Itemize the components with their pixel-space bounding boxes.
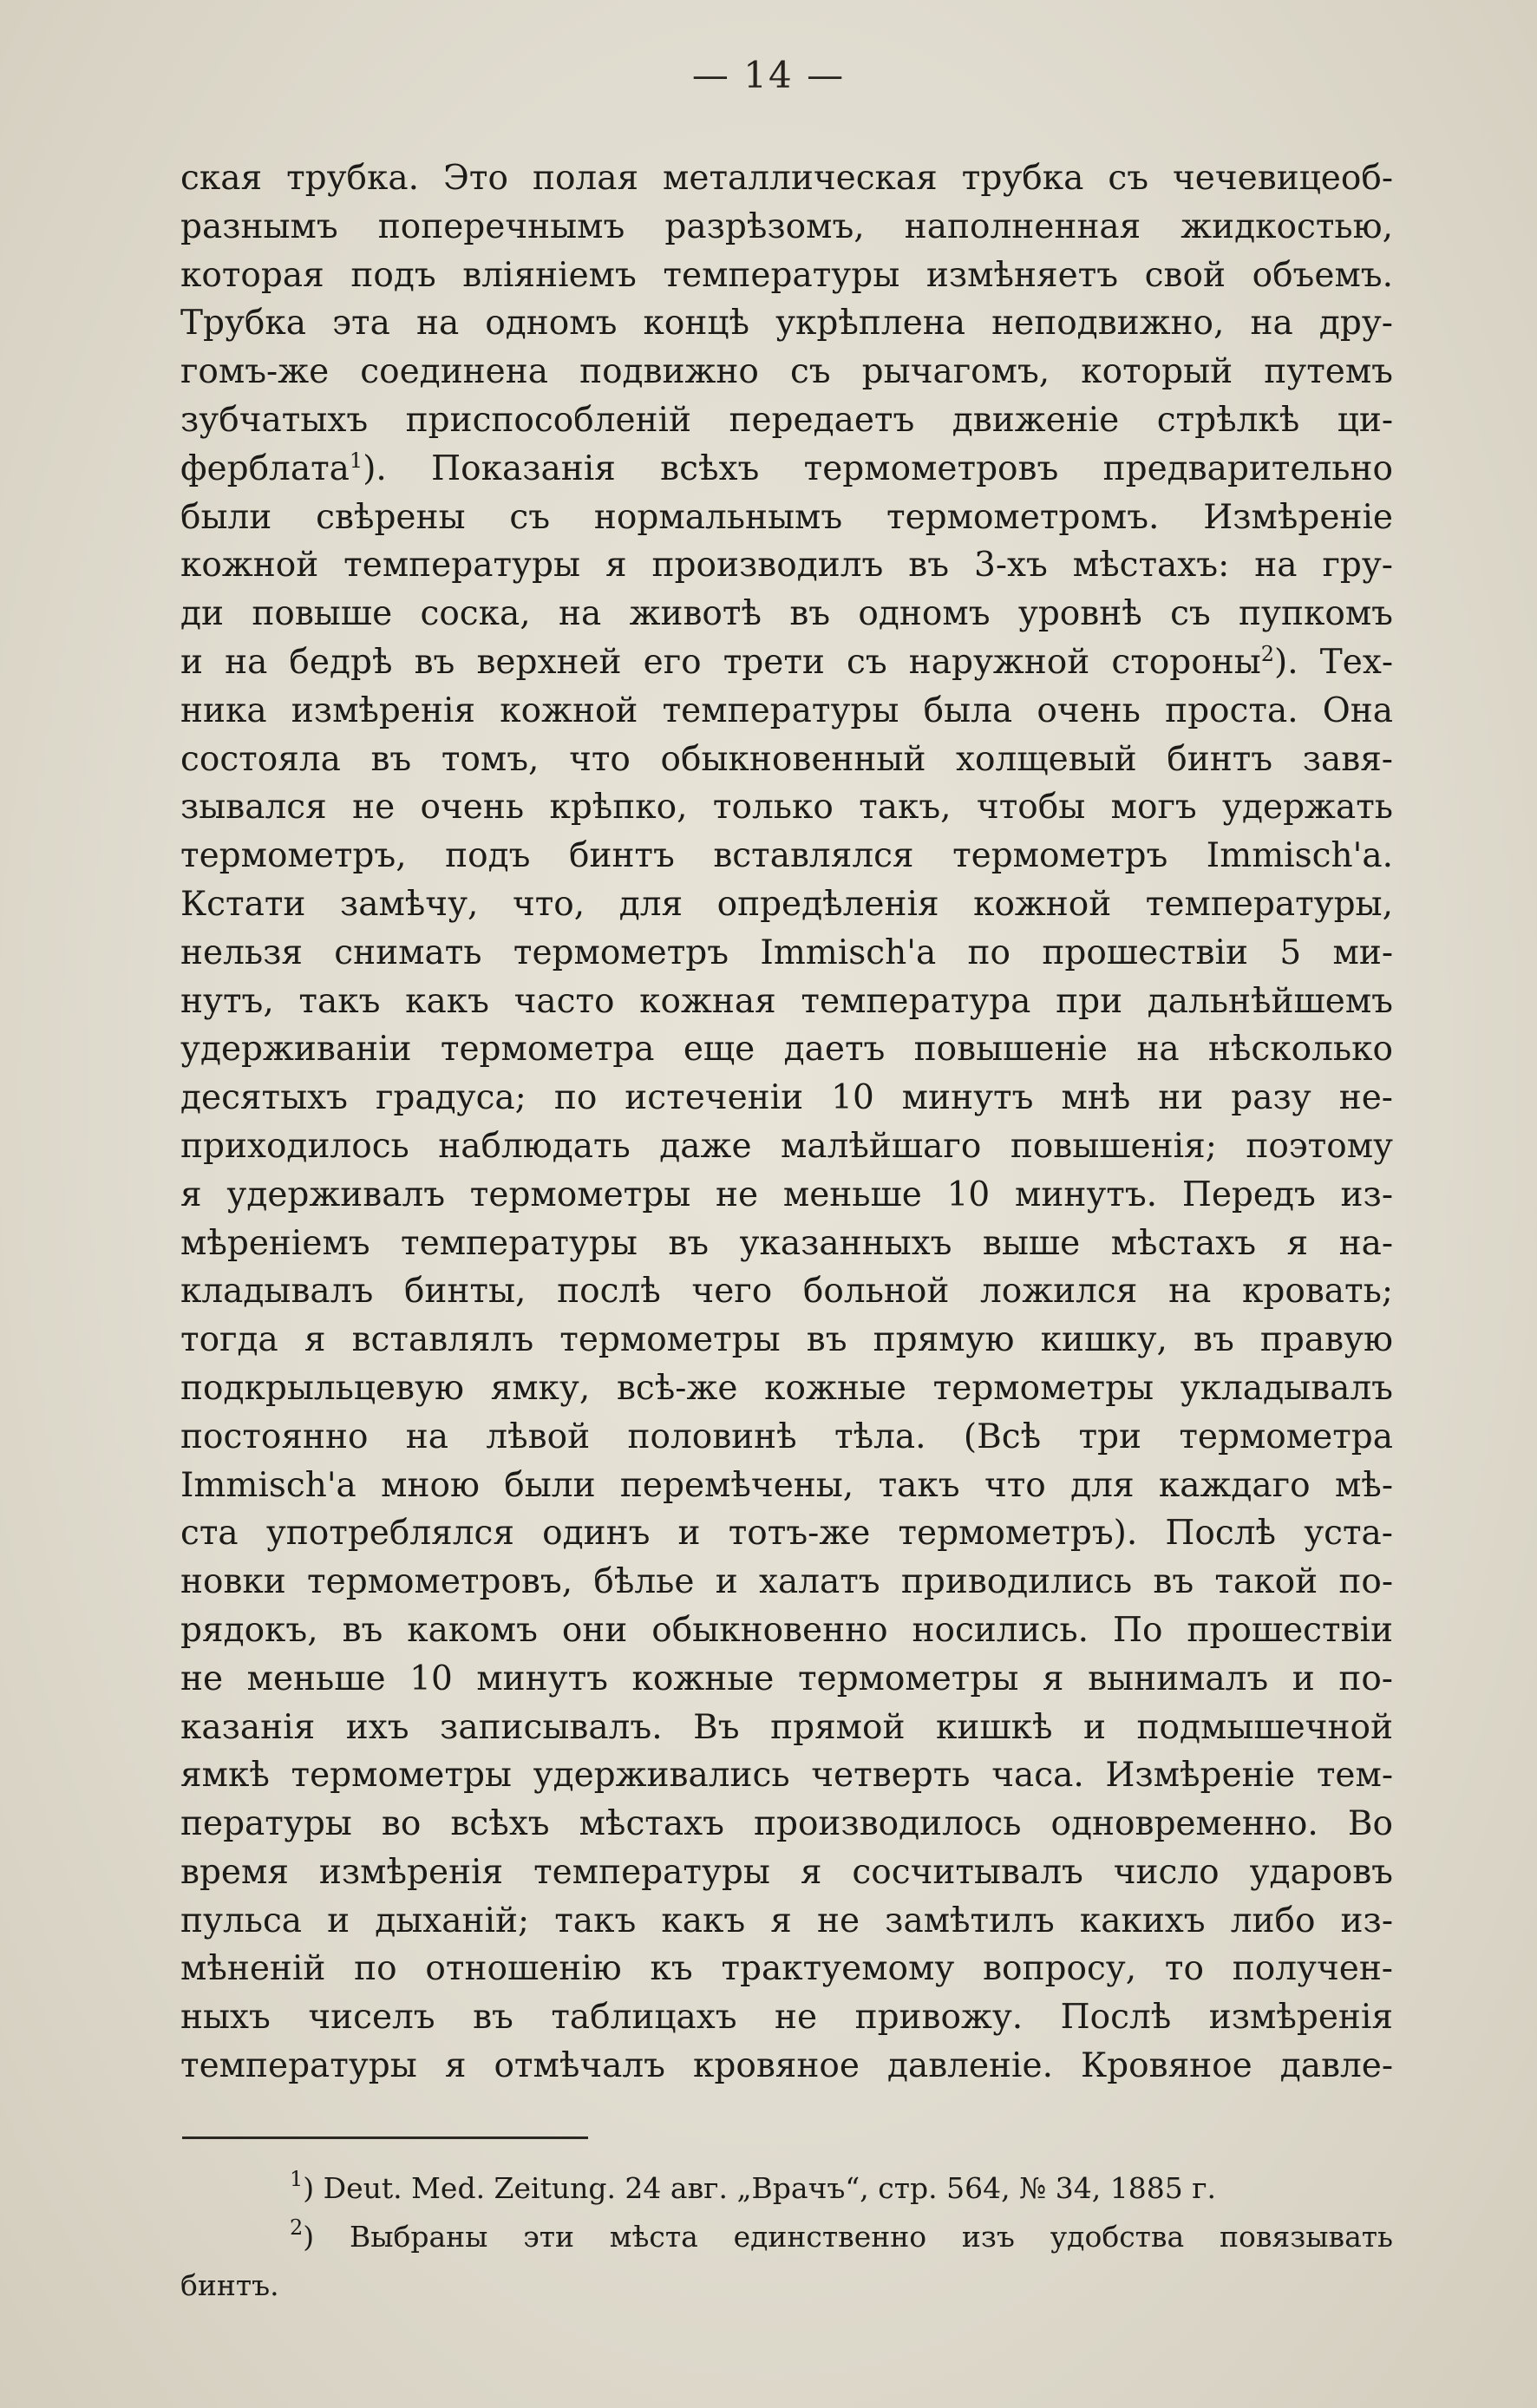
line-text: ферблата [180,448,350,488]
text-line: пературы во всѣхъ мѣстахъ производилось одновременно. Во [180,1804,1393,1844]
text-line: состояла въ томъ, что обыкновенный холщевый бинтъ завя- [180,739,1393,779]
text-line: новки термометровъ, бѣлье и халатъ приводились въ такой по- [180,1562,1393,1602]
text-line: не меньше 10 минутъ кожные термометры я вынималъ и по- [180,1659,1393,1698]
footnote-ref-2: 2 [1260,641,1275,666]
text-line: рядокъ, въ какомъ они обыкновенно носились. По прошествіи [180,1610,1393,1650]
text-line: гомъ-же соединена подвижно съ рычагомъ, который путемъ [180,352,1393,392]
text-line: мѣненій по отношенію къ трактуемому вопросу, то получен- [180,1949,1393,1989]
text-line: приходилось наблюдать даже малѣйшаго повышенія; поэтому [180,1126,1393,1166]
text-line: разнымъ поперечнымъ разрѣзомъ, наполненная жидкостью, [180,206,1393,246]
text-line: Кстати замѣчу, что, для опредѣленія кожной температуры, [180,884,1393,924]
body-text [180,154,1393,2091]
footnotes [180,2164,1393,2310]
text-line: время измѣренія температуры я сосчитывалъ число ударовъ [180,1852,1393,1892]
text-line: кожной температуры я производилъ въ 3-хъ мѣстахъ: на гру- [180,546,1393,586]
text-line: ская трубка. Это полая металлическая трубка съ чечевицеоб- [180,159,1393,198]
text-line: были свѣрены съ нормальнымъ термометромъ. Измѣреніе [180,497,1393,537]
footnote-ref-1: 1 [349,448,363,473]
line-text: и на бедрѣ въ верхней его трети съ наружной стороны [180,642,1261,682]
footnote-text: ) Deut. Med. Zeitung. 24 авг. „Врачъ“, стр. 564, № 34, 1885 г. [303,2171,1216,2205]
text-line: подкрыльцевую ямку, всѣ-же кожные термометры укладывалъ [180,1368,1393,1408]
text-line: термометръ, подъ бинтъ вставлялся термометръ Immisch'а. [180,836,1393,876]
text-line: Immisch'а мною были перемѣчены, такъ что для каждаго мѣ- [180,1465,1393,1505]
text-line: ди повыше соска, на животѣ въ одномъ уровнѣ съ пупкомъ [180,594,1393,634]
footnote-marker-2: 2 [290,2215,304,2240]
footnote-1 [180,2164,1393,2213]
text-line: десятыхъ градуса; по истеченіи 10 минутъ мнѣ ни разу не- [180,1078,1393,1118]
text-line: ныхъ чиселъ въ таблицахъ не привожу. Послѣ измѣренія [180,1998,1393,2038]
text-line: которая подъ вліяніемъ температуры измѣняетъ свой объемъ. [180,255,1393,295]
text-line: нутъ, такъ какъ часто кожная температура при дальнѣйшемъ [180,981,1393,1021]
text-line: Трубка эта на одномъ концѣ укрѣплена неподвижно, на дру- [180,304,1393,344]
text-line: зывался не очень крѣпко, только такъ, чтобы могъ удержать [180,788,1393,828]
footnote-divider [182,2136,588,2139]
text-line: кладывалъ бинты, послѣ чего больной ложился на кровать; [180,1272,1393,1312]
line-text-suffix: ). Показанія всѣхъ термометровъ предварительно [363,448,1393,488]
text-line: постоянно на лѣвой половинѣ тѣла. (Всѣ три термометра [180,1417,1393,1456]
text-line: мѣреніемъ температуры въ указанныхъ выше мѣстахъ я на- [180,1223,1393,1263]
text-line: казанія ихъ записывалъ. Въ прямой кишкѣ и подмышечной [180,1707,1393,1747]
text-line: температуры я отмѣчалъ кровяное давленіе. Кровяное давле- [180,2046,1393,2086]
footnote-2-continuation: бинтъ. [180,2268,279,2302]
footnote-text: ) Выбраны эти мѣста единственно изъ удобства повязывать [303,2220,1393,2254]
text-line: удерживаніи термометра еще даетъ повышеніе на нѣсколько [180,1030,1393,1070]
text-line: пульса и дыханій; такъ какъ я не замѣтилъ какихъ либо из- [180,1901,1393,1940]
text-line: тогда я вставлялъ термометры въ прямую кишку, въ правую [180,1320,1393,1360]
text-line: ста употреблялся одинъ и тотъ-же термометръ). Послѣ уста- [180,1514,1393,1554]
footnote-marker-1: 1 [290,2167,304,2191]
page-number: — 14 — [691,54,846,96]
text-line: нельзя снимать термометръ Immisch'а по прошествіи 5 ми- [180,932,1393,972]
text-line: ника измѣренія кожной температуры была очень проста. Она [180,690,1393,730]
text-line: зубчатыхъ приспособленій передаетъ движеніе стрѣлкѣ ци- [180,400,1393,440]
footnote-2 [180,2213,1393,2261]
line-text-suffix: ). Тех- [1274,642,1393,682]
text-line: ямкѣ термометры удерживались четверть часа. Измѣреніе тем- [180,1756,1393,1796]
text-line-with-footnote-2 [180,638,1393,687]
text-line: я удерживалъ термометры не меньше 10 минутъ. Передъ из- [180,1175,1393,1214]
text-line-with-footnote-1 [180,445,1393,494]
